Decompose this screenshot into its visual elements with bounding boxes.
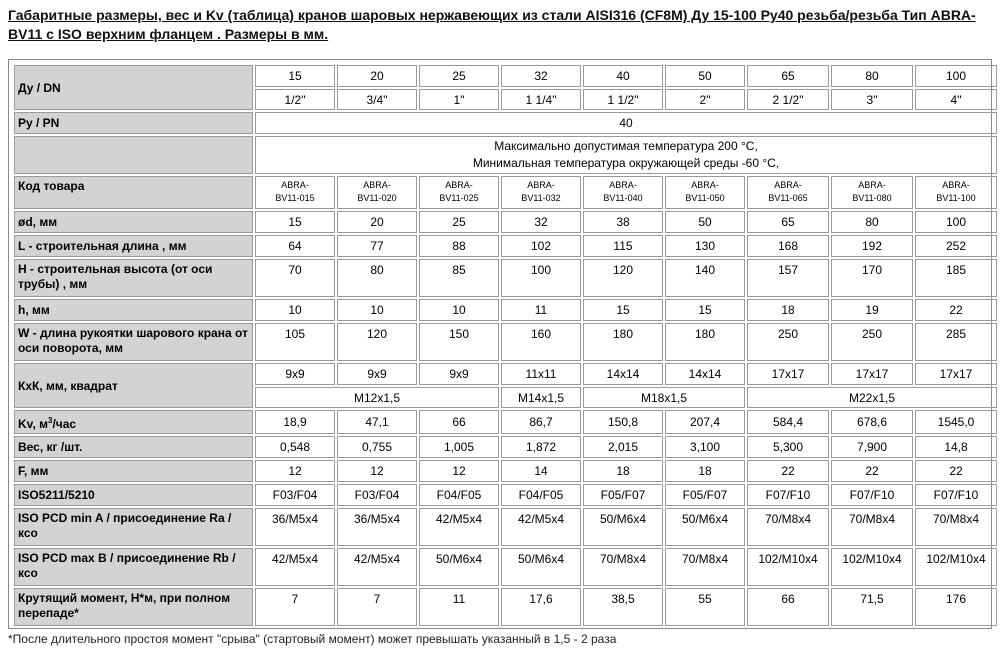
code-line: BV11-020 <box>357 193 397 203</box>
cell-pcd-min: 70/M8x4 <box>747 508 829 546</box>
cell-thread: M14x1,5 <box>501 387 581 408</box>
cell-kxk: 14x14 <box>583 363 663 385</box>
row-label-f: F, мм <box>14 460 253 482</box>
code-line: ABRA- <box>445 180 473 190</box>
cell-pcd-min: 50/M6x4 <box>665 508 745 546</box>
cell-kxk: 17x17 <box>747 363 829 385</box>
page-title: Габаритные размеры, вес и Kv (таблица) кранов шаровых нержавеющих из стали AISI316 (CF8M) Ду 15-100 Ру40 резьба/резьба Тип ABRA-BV11 с ISO верхним фланцем . Размеры в мм. <box>8 7 976 42</box>
cell-code <box>915 176 997 209</box>
cell-dn-inch: 1/2" <box>255 89 335 110</box>
cell-height: 140 <box>665 259 745 297</box>
cell-h: 22 <box>915 299 997 321</box>
cell-pcd-max: 50/M6x4 <box>419 548 499 586</box>
cell-code <box>583 176 663 209</box>
cell-length: 130 <box>665 235 745 257</box>
cell-handle: 120 <box>337 323 417 361</box>
cell-height: 70 <box>255 259 335 297</box>
cell-h: 18 <box>747 299 829 321</box>
code-line: BV11-050 <box>685 193 725 203</box>
cell-kv: 86,7 <box>501 410 581 434</box>
cell-weight: 1,005 <box>419 436 499 458</box>
table-row-code <box>14 176 997 209</box>
cell-h: 10 <box>419 299 499 321</box>
cell-dn: 65 <box>747 65 829 87</box>
code-line: BV11-080 <box>852 193 892 203</box>
cell-temperature-note <box>255 136 997 174</box>
cell-length: 88 <box>419 235 499 257</box>
cell-torque: 11 <box>419 588 499 626</box>
table-row-iso <box>14 484 997 506</box>
code-line: BV11-025 <box>439 193 479 203</box>
code-line: ABRA- <box>774 180 802 190</box>
row-label-empty <box>14 136 253 174</box>
cell-dn-inch: 1 1/4" <box>501 89 581 110</box>
table-row-length <box>14 235 997 257</box>
row-label-kxk: КхК, мм, квадрат <box>14 363 253 408</box>
row-label-pcd-max: ISO PCD max B / присоединение Rb / ксо <box>14 548 253 586</box>
table-row-pcd-min <box>14 508 997 546</box>
temp-min-text: Минимальная температура окружающей среды -60 °С, <box>472 156 780 170</box>
code-line: BV11-040 <box>603 193 643 203</box>
cell-kv: 47,1 <box>337 410 417 434</box>
cell-torque: 7 <box>337 588 417 626</box>
cell-dn-inch: 1 1/2" <box>583 89 663 110</box>
cell-od: 15 <box>255 211 335 233</box>
code-line: ABRA- <box>609 180 637 190</box>
cell-length: 77 <box>337 235 417 257</box>
table-row-handle <box>14 323 997 361</box>
table-row-od <box>14 211 997 233</box>
cell-torque: 66 <box>747 588 829 626</box>
code-line: ABRA- <box>363 180 391 190</box>
cell-torque: 71,5 <box>831 588 913 626</box>
cell-iso: F04/F05 <box>419 484 499 506</box>
cell-pcd-min: 36/M5x4 <box>337 508 417 546</box>
cell-code <box>501 176 581 209</box>
cell-height: 85 <box>419 259 499 297</box>
cell-height: 185 <box>915 259 997 297</box>
table-row-kxk <box>14 363 997 385</box>
table-row-kv <box>14 410 997 434</box>
cell-handle: 160 <box>501 323 581 361</box>
cell-thread: M12x1,5 <box>255 387 499 408</box>
cell-h: 15 <box>665 299 745 321</box>
cell-handle: 180 <box>665 323 745 361</box>
cell-kv: 584,4 <box>747 410 829 434</box>
cell-handle: 250 <box>831 323 913 361</box>
cell-weight: 7,900 <box>831 436 913 458</box>
temp-max-text: Максимально допустимая температура 200 °С, <box>494 139 758 153</box>
cell-f: 22 <box>747 460 829 482</box>
cell-pcd-max: 102/M10x4 <box>747 548 829 586</box>
code-line: ABRA- <box>281 180 309 190</box>
cell-pcd-min: 42/M5x4 <box>419 508 499 546</box>
row-label-dn: Ду / DN <box>14 65 253 110</box>
cell-torque: 17,6 <box>501 588 581 626</box>
cell-pcd-max: 70/M8x4 <box>583 548 663 586</box>
cell-weight: 0,755 <box>337 436 417 458</box>
code-line: BV11-032 <box>521 193 561 203</box>
cell-weight: 2,015 <box>583 436 663 458</box>
cell-kxk: 17x17 <box>831 363 913 385</box>
kv-label-prefix: Kv, м <box>18 417 48 431</box>
cell-height: 80 <box>337 259 417 297</box>
cell-code <box>831 176 913 209</box>
cell-kxk: 14x14 <box>665 363 745 385</box>
cell-pn: 40 <box>255 112 997 134</box>
cell-pcd-min: 50/M6x4 <box>583 508 663 546</box>
cell-pcd-max: 102/M10x4 <box>915 548 997 586</box>
footnote: *После длительного простоя момент "срыва" (стартовый момент) может превышать указанный в 1,5 - 2 раза <box>8 632 617 646</box>
cell-torque: 55 <box>665 588 745 626</box>
cell-kv: 207,4 <box>665 410 745 434</box>
cell-weight: 3,100 <box>665 436 745 458</box>
cell-handle: 250 <box>747 323 829 361</box>
cell-f: 18 <box>665 460 745 482</box>
cell-h: 10 <box>337 299 417 321</box>
cell-dn: 20 <box>337 65 417 87</box>
cell-pcd-max: 42/M5x4 <box>337 548 417 586</box>
cell-iso: F05/F07 <box>583 484 663 506</box>
cell-thread: M18x1,5 <box>583 387 745 408</box>
cell-pcd-max: 102/M10x4 <box>831 548 913 586</box>
cell-od: 50 <box>665 211 745 233</box>
cell-handle: 105 <box>255 323 335 361</box>
code-line: ABRA- <box>527 180 555 190</box>
kv-label-suffix: /час <box>52 417 77 431</box>
cell-length: 252 <box>915 235 997 257</box>
cell-torque: 176 <box>915 588 997 626</box>
cell-dn-inch: 3/4" <box>337 89 417 110</box>
cell-f: 14 <box>501 460 581 482</box>
cell-weight: 14,8 <box>915 436 997 458</box>
cell-kxk: 11x11 <box>501 363 581 385</box>
cell-code <box>747 176 829 209</box>
cell-height: 100 <box>501 259 581 297</box>
cell-weight: 1,872 <box>501 436 581 458</box>
table-row-temperature <box>14 136 997 174</box>
spec-table <box>12 63 999 628</box>
cell-code <box>665 176 745 209</box>
cell-iso: F05/F07 <box>665 484 745 506</box>
table-row-pcd-max <box>14 548 997 586</box>
cell-dn-inch: 2 1/2" <box>747 89 829 110</box>
cell-dn: 80 <box>831 65 913 87</box>
cell-kv: 678,6 <box>831 410 913 434</box>
cell-od: 32 <box>501 211 581 233</box>
table-row-h <box>14 299 997 321</box>
cell-pcd-min: 70/M8x4 <box>915 508 997 546</box>
cell-height: 120 <box>583 259 663 297</box>
cell-pcd-min: 36/M5x4 <box>255 508 335 546</box>
cell-length: 102 <box>501 235 581 257</box>
cell-height: 170 <box>831 259 913 297</box>
cell-dn-inch: 1" <box>419 89 499 110</box>
table-row-dn <box>14 65 997 87</box>
cell-torque: 38,5 <box>583 588 663 626</box>
table-row-f <box>14 460 997 482</box>
row-label-weight: Вес, кг /шт. <box>14 436 253 458</box>
cell-handle: 180 <box>583 323 663 361</box>
row-label-code: Код товара <box>14 176 253 209</box>
code-line: ABRA- <box>691 180 719 190</box>
cell-pcd-max: 42/M5x4 <box>255 548 335 586</box>
row-label-h: h, мм <box>14 299 253 321</box>
table-row-torque <box>14 588 997 626</box>
cell-h: 19 <box>831 299 913 321</box>
cell-od: 20 <box>337 211 417 233</box>
code-line: ABRA- <box>858 180 886 190</box>
cell-f: 12 <box>255 460 335 482</box>
cell-handle: 285 <box>915 323 997 361</box>
cell-kxk: 9x9 <box>255 363 335 385</box>
cell-torque: 7 <box>255 588 335 626</box>
cell-h: 15 <box>583 299 663 321</box>
cell-f: 22 <box>915 460 997 482</box>
cell-f: 22 <box>831 460 913 482</box>
cell-height: 157 <box>747 259 829 297</box>
cell-dn: 15 <box>255 65 335 87</box>
cell-kv: 150,8 <box>583 410 663 434</box>
cell-dn: 50 <box>665 65 745 87</box>
row-label-iso: ISO5211/5210 <box>14 484 253 506</box>
cell-code <box>337 176 417 209</box>
cell-h: 11 <box>501 299 581 321</box>
cell-od: 65 <box>747 211 829 233</box>
cell-thread: M22x1,5 <box>747 387 997 408</box>
row-label-od: ød, мм <box>14 211 253 233</box>
row-label-pcd-min: ISO PCD min A / присоединение Ra / ксо <box>14 508 253 546</box>
cell-pcd-max: 50/M6x4 <box>501 548 581 586</box>
cell-length: 115 <box>583 235 663 257</box>
table-row-pn <box>14 112 997 134</box>
cell-handle: 150 <box>419 323 499 361</box>
row-label-torque: Крутящий момент, Н*м, при полном перепаде* <box>14 588 253 626</box>
cell-dn: 32 <box>501 65 581 87</box>
code-line: BV11-015 <box>275 193 315 203</box>
cell-od: 80 <box>831 211 913 233</box>
row-label-height: Н - строительная высота (от оси трубы) , мм <box>14 259 253 297</box>
cell-iso: F07/F10 <box>915 484 997 506</box>
cell-length: 64 <box>255 235 335 257</box>
cell-od: 38 <box>583 211 663 233</box>
cell-kv: 66 <box>419 410 499 434</box>
cell-pcd-min: 70/M8x4 <box>831 508 913 546</box>
code-line: ABRA- <box>942 180 970 190</box>
cell-code <box>419 176 499 209</box>
table-row-weight <box>14 436 997 458</box>
cell-f: 12 <box>419 460 499 482</box>
row-label-handle: W - длина рукоятки шарового крана от оси поворота, мм <box>14 323 253 361</box>
cell-pcd-max: 70/M8x4 <box>665 548 745 586</box>
cell-length: 192 <box>831 235 913 257</box>
kv-label-sup: 3 <box>48 416 53 425</box>
cell-dn-inch: 2" <box>665 89 745 110</box>
cell-h: 10 <box>255 299 335 321</box>
cell-f: 12 <box>337 460 417 482</box>
cell-length: 168 <box>747 235 829 257</box>
cell-kv: 1545,0 <box>915 410 997 434</box>
cell-weight: 0,548 <box>255 436 335 458</box>
row-label-kv <box>14 410 253 434</box>
table-row-height <box>14 259 997 297</box>
cell-kxk: 9x9 <box>337 363 417 385</box>
cell-dn: 100 <box>915 65 997 87</box>
row-label-pn: Py / PN <box>14 112 253 134</box>
cell-kxk: 9x9 <box>419 363 499 385</box>
cell-pcd-min: 42/M5x4 <box>501 508 581 546</box>
row-label-length: L - строительная длина , мм <box>14 235 253 257</box>
cell-iso: F03/F04 <box>337 484 417 506</box>
cell-od: 100 <box>915 211 997 233</box>
cell-od: 25 <box>419 211 499 233</box>
cell-f: 18 <box>583 460 663 482</box>
cell-iso: F04/F05 <box>501 484 581 506</box>
code-line: BV11-065 <box>768 193 808 203</box>
cell-dn-inch: 3" <box>831 89 913 110</box>
cell-dn: 25 <box>419 65 499 87</box>
cell-kxk: 17x17 <box>915 363 997 385</box>
code-line: BV11-100 <box>936 193 976 203</box>
cell-code <box>255 176 335 209</box>
cell-dn-inch: 4" <box>915 89 997 110</box>
cell-kv: 18,9 <box>255 410 335 434</box>
cell-iso: F07/F10 <box>831 484 913 506</box>
cell-dn: 40 <box>583 65 663 87</box>
cell-iso: F07/F10 <box>747 484 829 506</box>
cell-weight: 5,300 <box>747 436 829 458</box>
cell-iso: F03/F04 <box>255 484 335 506</box>
